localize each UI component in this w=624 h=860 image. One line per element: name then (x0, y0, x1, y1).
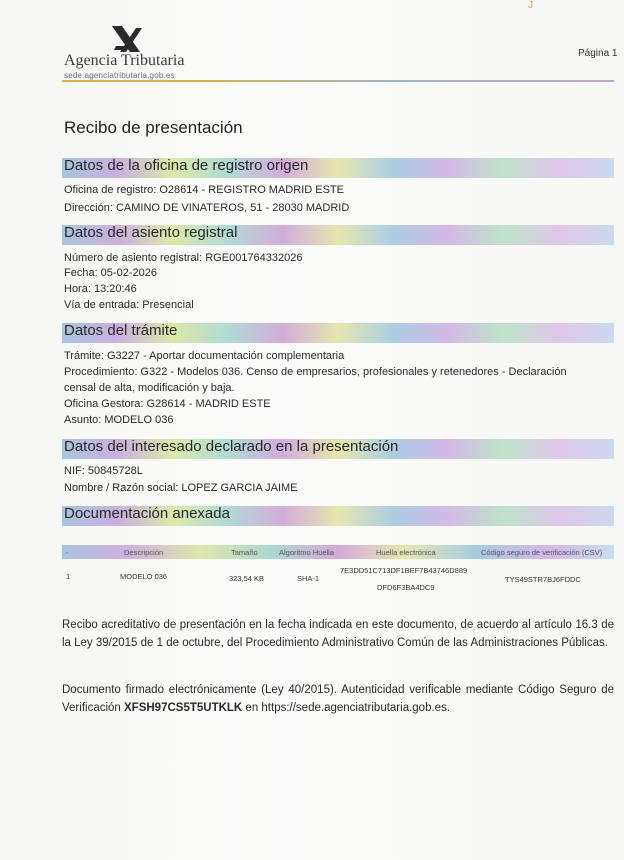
date-line: Fecha: 05-02-2026 (64, 267, 157, 279)
procedure-line: censal de alta, modificación y baja. (64, 382, 235, 394)
section-title-office: Datos de la oficina de registro origen (64, 157, 309, 174)
column-header: Tamaño (231, 548, 258, 557)
procedure-line: Oficina Gestora: G28614 - MADRID ESTE (64, 398, 271, 410)
table-cell: DFD6F3BA4DC9 (377, 583, 435, 592)
agency-url: sede.agenciatributaria.gob.es (64, 71, 175, 80)
table-cell: 323,54 KB (229, 574, 265, 583)
address-line: Dirección: CAMINO DE VINATEROS, 51 - 28030 MADRID (64, 202, 350, 214)
nif-line: NIF: 50845728L (64, 465, 143, 477)
entry-number-line: Número de asiento registral: RGE001764332026 (64, 252, 303, 264)
procedure-line: Procedimiento: G322 - Modelos 036. Censo de empresarios, profesionales y retenedores - Declaración (64, 366, 567, 378)
page-number: Página 1 (578, 48, 618, 59)
table-cell: SHA-1 (297, 574, 320, 583)
header-rule (62, 80, 614, 82)
signature-url-text: en https://sede.agenciatributaria.gob.es. (242, 702, 451, 714)
legal-paragraph: Recibo acreditativo de presentación en la fecha indicada en este documento, de acuerdo al artículo 16.3 de la Ley 39/2015 de 1 de octubre, del Procedimiento Administrativo Común de las Administraciones Públicas. (62, 619, 614, 649)
agency-name: Agencia Tributaria (64, 52, 185, 69)
procedure-line: Asunto: MODELO 036 (64, 414, 174, 426)
section-title-interested: Datos del interesado declarado en la presentación (64, 438, 399, 455)
office-line: Oficina de registro: O28614 - REGISTRO MADRID ESTE (64, 184, 344, 196)
table-cell: TYS49STR7BJ6FDDC (505, 575, 581, 584)
column-header: - (66, 548, 69, 557)
column-header: Algoritmo Huella (279, 548, 335, 557)
column-header: Huella electrónica (376, 548, 436, 557)
section-title-entry: Datos del asiento registral (64, 224, 238, 241)
time-line: Hora: 13:20:46 (64, 283, 137, 295)
signature-paragraph (62, 681, 614, 717)
channel-line: Vía de entrada: Presencial (64, 299, 194, 311)
section-title-procedure: Datos del trámite (64, 322, 178, 339)
top-pen-mark: J (528, 0, 533, 11)
table-cell: MODELO 036 (120, 572, 168, 581)
section-title-documents: Documentación anexada (64, 505, 230, 522)
column-header: Código seguro de verificación (CSV) (481, 548, 603, 557)
page-title: Recibo de presentación (64, 118, 243, 137)
column-header: Descripción (124, 548, 164, 557)
procedure-line: Trámite: G3227 - Aportar documentación complementaria (64, 350, 345, 362)
table-cell: 1 (66, 572, 71, 581)
signature-text: Documento firmado electrónicamente (Ley 40/2015). Autenticidad verificable mediante Código Seguro de Verificación (62, 684, 614, 714)
table-cell: 7E3DD51C713DF1BEF7B43746D889 (340, 566, 468, 575)
csv-code: XFSH97CS5T5UTKLK (124, 702, 243, 714)
name-line: Nombre / Razón social: LOPEZ GARCIA JAIME (64, 482, 298, 494)
